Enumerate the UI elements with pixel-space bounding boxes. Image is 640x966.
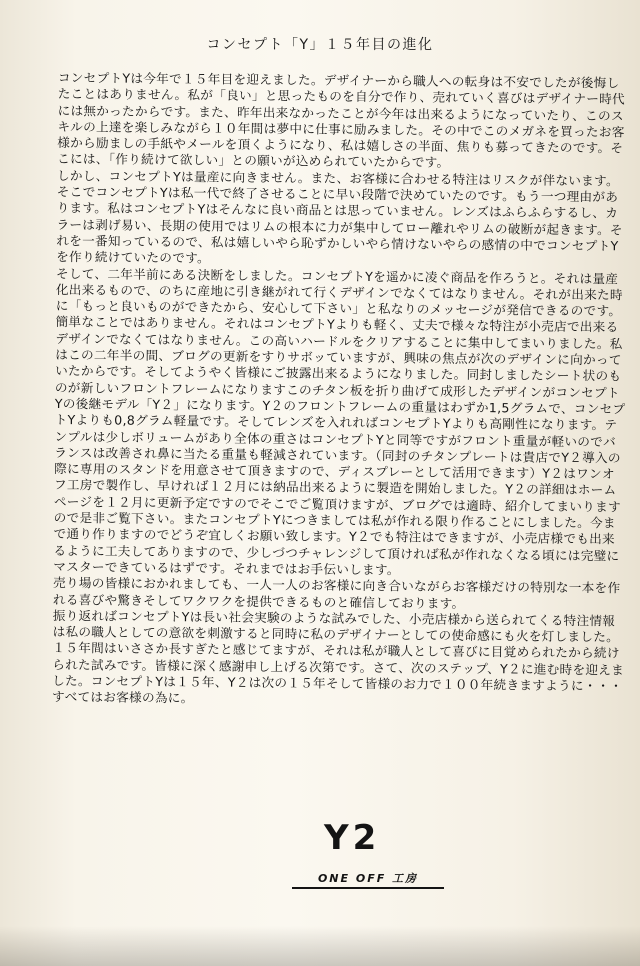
document-title: コンセプト「Y」１５年目の進化: [206, 37, 434, 53]
paragraph: コンセプトYは今年で１５年目を迎えました。デザイナーから職人への転身は不安でしたが後悔したことはありません。私が「良い」と思ったものを自分で作り、売れていく喜びはデザイナー時代には無かったからです。また、昨年出来なかったことが今年は出来るようになっていたり、このスキルの上達を楽しみながら１０年間は夢中に仕事に励みました。その中でこのメガネを買ったお客様から励ましの手紙やメールを頂くようになり、私は嬉しさの半面、焦りも募ってきたのです。そこには、「作り続けて欲しい」との願いが込められていたからです。: [57, 70, 626, 171]
paragraph: 売り場の皆様におかれましても、一人一人のお客様に向き合いながらお客様だけの特別な一本を作れる喜びや驚きそしてワクワクを提供できるものと確信しております。: [52, 575, 621, 611]
logo-subtitle: ONE OFF 工房: [292, 870, 444, 889]
paragraph: 振り返ればコンセプトYは長い社会実験のような試みでした、小売店様から送られてくる特注情報は私の職人としての意欲を刺激すると同時に私のデザイナーとしての使命感にも火を灯しました。１５年間はいささか長すぎたと感じてますが、それは私が職人として喜びに目覚められたから続けられた試みです。皆様に深く感謝申し上げる次第です。さて、次のステップ、Y２に進む時を迎えました。コンセプトYは１５年、Y２は次の１５年そして皆様のお力で１００年続きますように・・・すべてはお客様の為に。: [51, 607, 625, 706]
paragraph: そして、二年半前にある決断をしました。コンセプトYを遥かに凌ぐ商品を作ろうと。それは量産化出来るもので、のちに産地に引き継がれて行くデザインでなくてはなりません。それが出来た時に「もっと良いものができたから、安心して下さい」と私なりのメッセージが発信できるのです。: [55, 265, 623, 319]
y2-logo: [292, 818, 442, 898]
paragraph: しかし、コンセプトYは量産に向きません。また、お客様に合わせる特注はリスクが伴ないます。そこでコンセプトYは私一代で終了させることに早い段階で決めていたのです。もう一つ理由があります。私はコンセプトYはそんなに良い商品とは思っていません。レンズはふらふらするし、カラーは剥げ易い、長期の使用ではリムの根本に力が集中してロー離れやリムの破断が起きます。それを一番知っているので、私は嬉しいやら恥ずかしいやら情けないやらの感情の中でコンセプトYを作り続けていたのです。: [56, 167, 623, 266]
paragraph: 簡単なことではありません。それはコンセプトYよりも軽く、丈夫で様々な特注が小売店で出来るデザインでなくてはなりません。この高いハードルをクリアすることに集中してまいりました。私はこの二年半の間、ブログの更新をすりサボッていますが、興味の焦点が次のデザインに向かっていたからです。そしてようやく皆様にご披露出来るようになりました。同封しましたシート状のものが新しいフロントフレームになりますこのチタン板を折り曲げて成形したデザインがコンセプトYの後継モデル「Y２」になります。Y２のフロントフレームの重量はわずか1,5グラムで、コンセプトYよりも0,8グラム軽量です。そしてレンズを入れればコンセプトYよりも高剛性になります。テンプルは少しボリュームがあり全体の重さはコンセプトYと同等ですがフロント重量が軽いのでバランスは改善され鼻に当たる重量も軽減されています。（同封のチタンプレートは貴店でY２導入の際に専用のスタンドを用意させて頂きますので、ディスプレーとして活用できます）Y２はワンオフ工房で製作し、早ければ１２月には納品出来るように製造を開始しました。Y２の詳細はホームページを１２月に更新予定ですのでそこでご覧頂けますが、ブログでは適時、紹介してまいりますので是非ご覧下さい。またコンセプトYにつきましては私が作れる限り作ることにしました。今まで通り作りますのでどうぞ宜しくお願い致します。Y２でも特注はできますが、小売店様でも出来るように工夫してありますので、少しづつチャレンジして頂ければ私が作れなくなる頃には完璧にマスターできているはずです。それまではお手伝いします。: [53, 314, 626, 578]
letter-body: [52, 70, 630, 711]
logo-mark: Y2: [324, 818, 381, 858]
